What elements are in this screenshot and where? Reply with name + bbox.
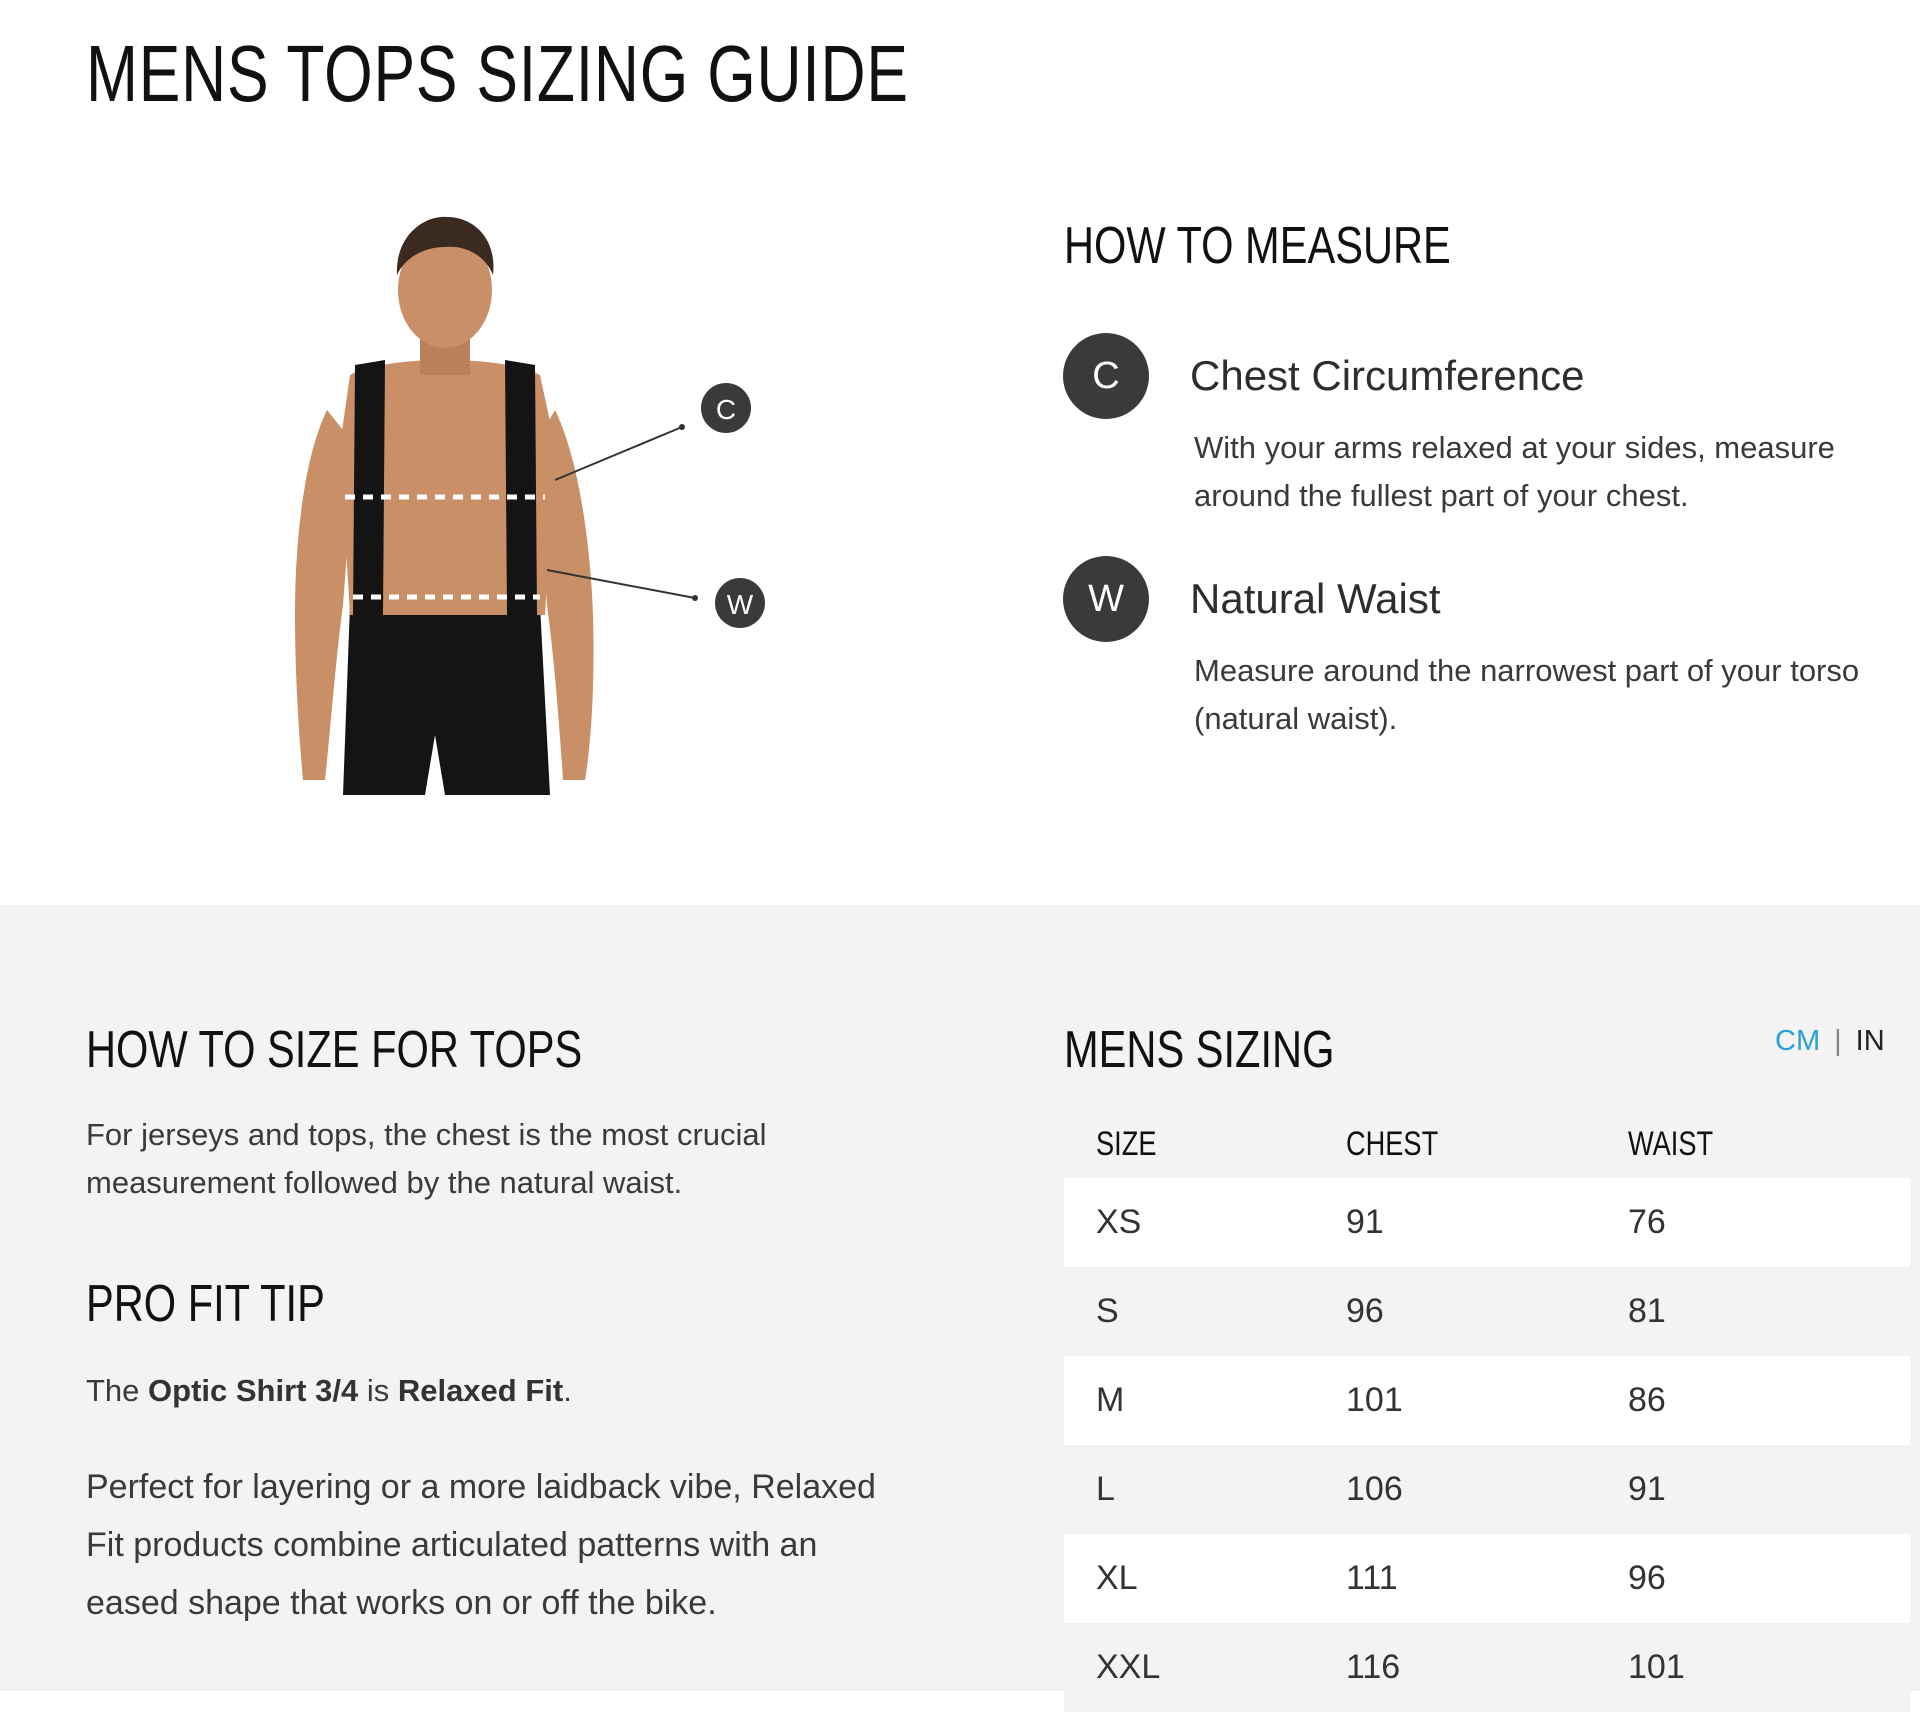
chest-cell: 101 <box>1346 1356 1628 1445</box>
chest-cell: 106 <box>1346 1445 1628 1534</box>
measurement-figure <box>255 215 775 795</box>
pro-fit-tip-heading: PRO FIT TIP <box>86 1275 325 1333</box>
table-row <box>1064 1623 1910 1712</box>
fit-line-prefix: The <box>86 1373 149 1408</box>
table-row <box>1064 1178 1910 1267</box>
how-to-size-text: For jerseys and tops, the chest is the most crucial measurement followed by the natural waist. <box>86 1117 767 1200</box>
sizing-section <box>0 905 1920 1691</box>
product-name: Optic Shirt 3/4 <box>148 1373 359 1408</box>
model-illustration <box>255 215 775 795</box>
waist-cell: 101 <box>1628 1623 1910 1712</box>
table-row <box>1064 1534 1910 1623</box>
fit-line-middle: is <box>358 1373 398 1408</box>
waist-cell: 91 <box>1628 1445 1910 1534</box>
size-cell: XS <box>1064 1178 1346 1267</box>
size-cell: XL <box>1064 1534 1346 1623</box>
table-row <box>1064 1267 1910 1356</box>
size-cell: S <box>1064 1267 1346 1356</box>
waist-cell: 81 <box>1628 1267 1910 1356</box>
chest-cell: 91 <box>1346 1178 1628 1267</box>
unit-in-button[interactable]: IN <box>1855 1025 1885 1057</box>
chest-marker-label: C <box>715 394 737 425</box>
natural-waist-title: Natural Waist <box>1190 575 1441 622</box>
column-header-chest: CHEST <box>1346 1124 1439 1163</box>
size-cell: M <box>1064 1356 1346 1445</box>
waist-cell: 96 <box>1628 1534 1910 1623</box>
chest-circumference-title: Chest Circumference <box>1190 352 1585 399</box>
chest-cell: 111 <box>1346 1534 1628 1623</box>
unit-separator: | <box>1834 1025 1842 1057</box>
fit-type: Relaxed Fit <box>397 1373 564 1408</box>
column-header-waist: WAIST <box>1628 1124 1714 1163</box>
waist-cell: 86 <box>1628 1356 1910 1445</box>
how-to-size-heading: HOW TO SIZE FOR TOPS <box>86 1021 583 1079</box>
pro-fit-tip-text: Perfect for layering or a more laidback vibe, Relaxed Fit products combine articulated patterns with an eased shape that works on or off the bike. <box>86 1468 876 1622</box>
chest-badge: C <box>1063 333 1149 419</box>
table-row <box>1064 1356 1910 1445</box>
size-cell: L <box>1064 1445 1346 1534</box>
chest-circumference-description: With your arms relaxed at your sides, measure around the fullest part of your chest. <box>1194 430 1835 513</box>
natural-waist-description: Measure around the narrowest part of your torso (natural waist). <box>1194 653 1860 736</box>
mens-sizing-heading: MENS SIZING <box>1064 1021 1335 1079</box>
size-table <box>1064 1110 1910 1712</box>
page-title: MENS TOPS SIZING GUIDE <box>86 29 909 118</box>
chest-cell: 96 <box>1346 1267 1628 1356</box>
unit-toggle <box>1775 1025 1885 1058</box>
how-to-measure-heading: HOW TO MEASURE <box>1064 217 1451 275</box>
waist-badge: W <box>1063 556 1149 642</box>
unit-cm-button[interactable]: CM <box>1775 1025 1821 1057</box>
fit-line-suffix: . <box>563 1373 572 1408</box>
column-header-size: SIZE <box>1096 1124 1157 1163</box>
waist-cell: 76 <box>1628 1178 1910 1267</box>
chest-cell: 116 <box>1346 1623 1628 1712</box>
pro-fit-tip-line <box>86 1367 572 1415</box>
size-cell: XXL <box>1064 1623 1346 1712</box>
waist-marker-label: W <box>726 589 754 620</box>
table-row <box>1064 1445 1910 1534</box>
table-header-row <box>1064 1110 1910 1178</box>
